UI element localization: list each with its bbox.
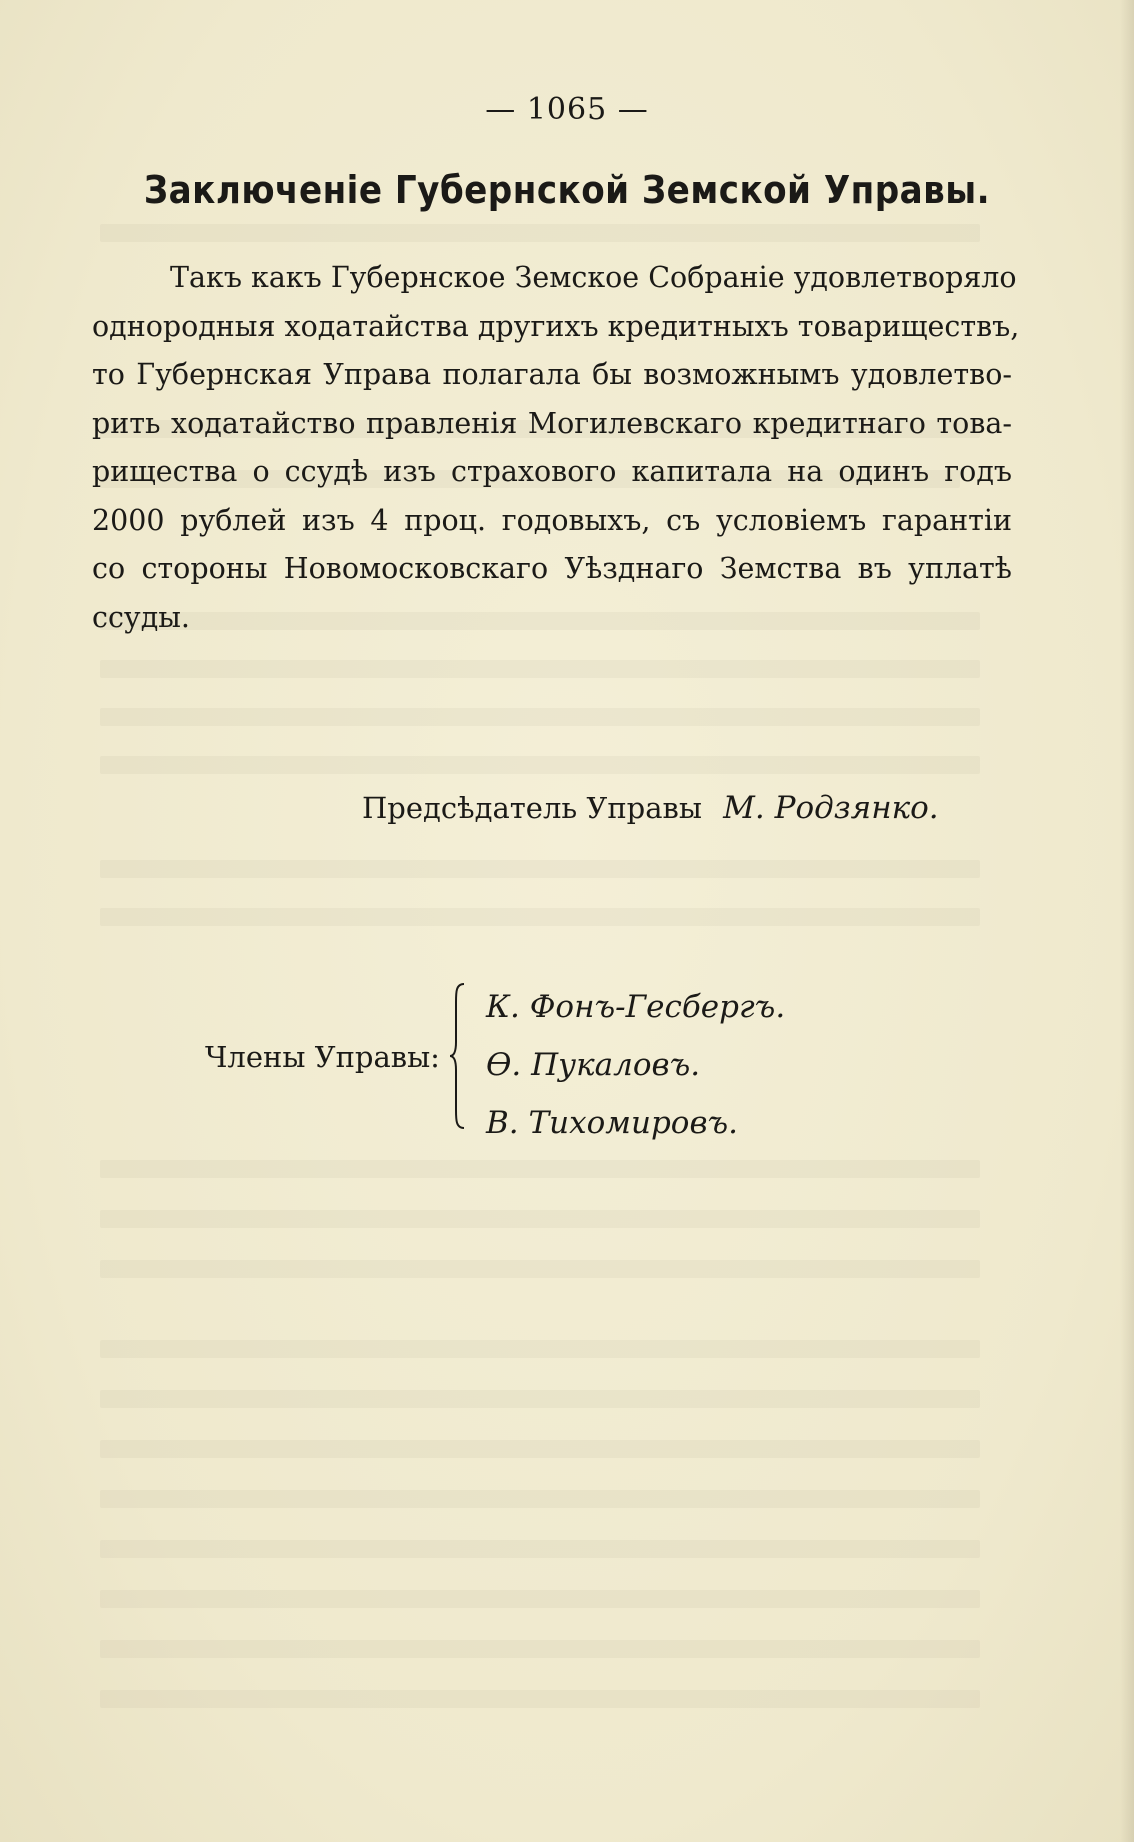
member-name: В. Тихомировъ. (486, 1105, 739, 1141)
member-name: К. Фонъ-Гесбергъ. (486, 989, 786, 1025)
paragraph-line: со стороны Новомосковскаго Уѣзднаго Земства въ уплатѣ (92, 552, 1012, 585)
members-label: Члены Управы: (205, 1040, 440, 1074)
paragraph-line: 2000 рублей изъ 4 проц. годовыхъ, съ условіемъ гарантіи (92, 503, 1012, 537)
chairman-label: Предсѣдатель Управы (362, 791, 702, 825)
page-edge-shadow (1120, 0, 1134, 1842)
chairman-signature-block (362, 790, 939, 826)
page-number: — 1065 — (485, 92, 649, 127)
body-paragraph (92, 254, 1020, 642)
paragraph-line: рить ходатайство правленія Могилевскаго кредитнаго това- (92, 406, 1012, 440)
paragraph-line: то Губернская Управа полагала бы возможнымъ удовлетво- (92, 358, 1012, 391)
section-title: Заключеніе Губернской Земской Управы. (143, 168, 991, 212)
members-list (486, 978, 785, 1152)
paragraph-line: однородныя ходатайства другихъ кредитныхъ товариществъ, (92, 309, 1020, 343)
chairman-name: М. Родзянко. (723, 790, 939, 826)
curly-brace-icon (448, 982, 468, 1130)
paragraph-line: рищества о ссудѣ изъ страхового капитала на одинъ годъ (92, 455, 1012, 488)
paragraph-line: ссуды. (92, 600, 190, 634)
member-name: Ѳ. Пукаловъ. (486, 1047, 701, 1083)
paragraph-line: Такъ какъ Губернское Земское Собраніе удовлетворяло (170, 261, 1017, 294)
